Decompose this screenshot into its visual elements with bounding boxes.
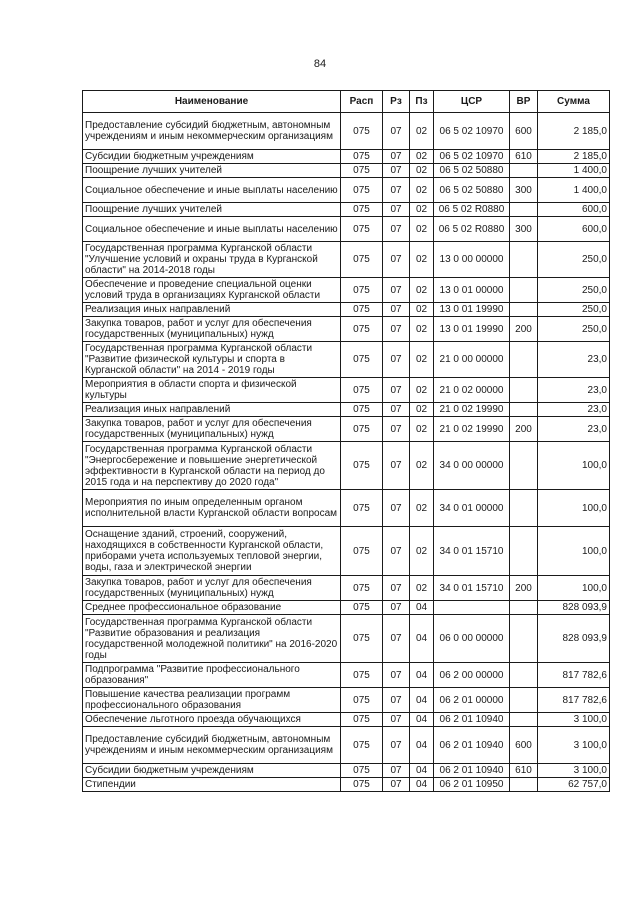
table-row — [83, 601, 610, 615]
row-pz-cell: 02 — [410, 403, 434, 417]
table-row — [83, 113, 610, 150]
row-rz-cell: 07 — [383, 150, 410, 164]
row-sum-cell: 100,0 — [538, 490, 610, 527]
row-name-cell: Субсидии бюджетным учреждениям — [83, 764, 341, 778]
row-sum-cell: 828 093,9 — [538, 615, 610, 663]
row-pz-cell: 02 — [410, 217, 434, 242]
row-vr-cell — [510, 442, 538, 490]
row-vr-cell — [510, 303, 538, 317]
row-vr-cell — [510, 203, 538, 217]
row-rz-cell: 07 — [383, 113, 410, 150]
row-csr-cell: 34 0 01 15710 — [434, 527, 510, 576]
row-rasp-cell: 075 — [341, 576, 383, 601]
table-row — [83, 764, 610, 778]
row-pz-cell: 04 — [410, 615, 434, 663]
row-name-cell: Закупка товаров, работ и услуг для обеспечения государственных (муниципальных) нужд — [83, 317, 341, 342]
row-vr-cell: 600 — [510, 727, 538, 764]
row-csr-cell: 06 5 02 50880 — [434, 164, 510, 178]
column-header-sum: Сумма — [538, 91, 610, 113]
row-rasp-cell: 075 — [341, 442, 383, 490]
row-vr-cell: 300 — [510, 178, 538, 203]
table-row — [83, 442, 610, 490]
row-rz-cell: 07 — [383, 164, 410, 178]
row-pz-cell: 02 — [410, 490, 434, 527]
row-name-cell: Предоставление субсидий бюджетным, автономным учреждениям и иным некоммерческим организациям — [83, 727, 341, 764]
row-name-cell: Субсидии бюджетным учреждениям — [83, 150, 341, 164]
row-name-cell: Среднее профессиональное образование — [83, 601, 341, 615]
row-vr-cell — [510, 615, 538, 663]
row-rz-cell: 07 — [383, 217, 410, 242]
row-rz-cell: 07 — [383, 317, 410, 342]
row-rz-cell: 07 — [383, 342, 410, 378]
row-rz-cell: 07 — [383, 778, 410, 792]
row-csr-cell — [434, 601, 510, 615]
column-header-pz: Пз — [410, 91, 434, 113]
row-sum-cell: 600,0 — [538, 217, 610, 242]
row-rz-cell: 07 — [383, 378, 410, 403]
row-rz-cell: 07 — [383, 178, 410, 203]
row-rasp-cell: 075 — [341, 490, 383, 527]
row-name-cell: Реализация иных направлений — [83, 403, 341, 417]
row-name-cell: Государственная программа Курганской области "Развитие образования и реализация государственной молодежной политики" на 2016-2020 годы — [83, 615, 341, 663]
row-rasp-cell: 075 — [341, 303, 383, 317]
row-rz-cell: 07 — [383, 576, 410, 601]
row-name-cell: Социальное обеспечение и иные выплаты населению — [83, 217, 341, 242]
table-row — [83, 242, 610, 278]
row-rasp-cell: 075 — [341, 601, 383, 615]
row-pz-cell: 02 — [410, 164, 434, 178]
row-rz-cell: 07 — [383, 727, 410, 764]
row-rz-cell: 07 — [383, 203, 410, 217]
row-vr-cell — [510, 713, 538, 727]
row-csr-cell: 06 5 02 10970 — [434, 150, 510, 164]
row-pz-cell: 04 — [410, 727, 434, 764]
row-pz-cell: 02 — [410, 113, 434, 150]
row-sum-cell: 23,0 — [538, 342, 610, 378]
row-vr-cell: 600 — [510, 113, 538, 150]
row-pz-cell: 02 — [410, 342, 434, 378]
row-rz-cell: 07 — [383, 713, 410, 727]
row-csr-cell: 06 5 02 R0880 — [434, 217, 510, 242]
row-vr-cell — [510, 688, 538, 713]
row-rasp-cell: 075 — [341, 378, 383, 403]
row-sum-cell: 250,0 — [538, 242, 610, 278]
row-name-cell: Закупка товаров, работ и услуг для обеспечения государственных (муниципальных) нужд — [83, 576, 341, 601]
row-csr-cell: 06 5 02 10970 — [434, 113, 510, 150]
row-name-cell: Закупка товаров, работ и услуг для обеспечения государственных (муниципальных) нужд — [83, 417, 341, 442]
row-sum-cell: 1 400,0 — [538, 164, 610, 178]
row-rasp-cell: 075 — [341, 342, 383, 378]
row-rasp-cell: 075 — [341, 317, 383, 342]
row-pz-cell: 04 — [410, 663, 434, 688]
row-rasp-cell: 075 — [341, 164, 383, 178]
table-row — [83, 713, 610, 727]
table-row — [83, 688, 610, 713]
table-row — [83, 576, 610, 601]
table-row — [83, 615, 610, 663]
row-rasp-cell: 075 — [341, 403, 383, 417]
row-sum-cell: 62 757,0 — [538, 778, 610, 792]
row-csr-cell: 06 2 01 10940 — [434, 713, 510, 727]
row-name-cell: Социальное обеспечение и иные выплаты населению — [83, 178, 341, 203]
row-vr-cell — [510, 527, 538, 576]
table-row — [83, 417, 610, 442]
row-csr-cell: 06 2 01 10940 — [434, 764, 510, 778]
row-rasp-cell: 075 — [341, 527, 383, 576]
row-sum-cell: 23,0 — [538, 417, 610, 442]
row-vr-cell: 200 — [510, 576, 538, 601]
row-sum-cell: 100,0 — [538, 527, 610, 576]
row-rz-cell: 07 — [383, 527, 410, 576]
table-row — [83, 278, 610, 303]
row-vr-cell — [510, 601, 538, 615]
row-vr-cell — [510, 342, 538, 378]
row-name-cell: Оснащение зданий, строений, сооружений, находящихся в собственности Курганской области, приборами учета используемых тепловой энергии, воды, газа и электрической энергии — [83, 527, 341, 576]
row-rasp-cell: 075 — [341, 727, 383, 764]
row-pz-cell: 02 — [410, 527, 434, 576]
row-vr-cell — [510, 778, 538, 792]
row-sum-cell: 3 100,0 — [538, 727, 610, 764]
row-csr-cell: 06 2 01 10940 — [434, 727, 510, 764]
row-pz-cell: 02 — [410, 242, 434, 278]
table-body — [83, 113, 610, 792]
row-name-cell: Обеспечение и проведение специальной оценки условий труда в организациях Курганской области — [83, 278, 341, 303]
row-rz-cell: 07 — [383, 242, 410, 278]
row-rasp-cell: 075 — [341, 178, 383, 203]
row-csr-cell: 06 5 02 50880 — [434, 178, 510, 203]
row-rasp-cell: 075 — [341, 688, 383, 713]
row-csr-cell: 13 0 00 00000 — [434, 242, 510, 278]
row-sum-cell: 2 185,0 — [538, 113, 610, 150]
row-vr-cell — [510, 663, 538, 688]
row-csr-cell: 21 0 02 19990 — [434, 403, 510, 417]
table-row — [83, 150, 610, 164]
row-sum-cell: 250,0 — [538, 278, 610, 303]
row-sum-cell: 100,0 — [538, 576, 610, 601]
row-sum-cell: 817 782,6 — [538, 688, 610, 713]
row-name-cell: Обеспечение льготного проезда обучающихся — [83, 713, 341, 727]
row-sum-cell: 3 100,0 — [538, 713, 610, 727]
row-rasp-cell: 075 — [341, 713, 383, 727]
row-rz-cell: 07 — [383, 278, 410, 303]
row-name-cell: Государственная программа Курганской области "Улучшение условий и охраны труда в Курганской области" на 2014-2018 годы — [83, 242, 341, 278]
row-vr-cell: 300 — [510, 217, 538, 242]
row-rasp-cell: 075 — [341, 663, 383, 688]
row-pz-cell: 02 — [410, 203, 434, 217]
row-sum-cell: 828 093,9 — [538, 601, 610, 615]
row-name-cell: Государственная программа Курганской области "Развитие физической культуры и спорта в Курганской области" на 2014 - 2019 годы — [83, 342, 341, 378]
row-csr-cell: 06 2 01 10950 — [434, 778, 510, 792]
row-vr-cell — [510, 403, 538, 417]
row-rasp-cell: 075 — [341, 217, 383, 242]
row-csr-cell: 34 0 00 00000 — [434, 442, 510, 490]
table-row — [83, 164, 610, 178]
row-rz-cell: 07 — [383, 417, 410, 442]
row-sum-cell: 2 185,0 — [538, 150, 610, 164]
row-rasp-cell: 075 — [341, 150, 383, 164]
row-pz-cell: 02 — [410, 278, 434, 303]
row-name-cell: Мероприятия в области спорта и физической культуры — [83, 378, 341, 403]
row-sum-cell: 100,0 — [538, 442, 610, 490]
row-vr-cell: 200 — [510, 417, 538, 442]
row-rz-cell: 07 — [383, 688, 410, 713]
row-pz-cell: 04 — [410, 601, 434, 615]
row-name-cell: Повышение качества реализации программ профессионального образования — [83, 688, 341, 713]
row-name-cell: Государственная программа Курганской области "Энергосбережение и повышение энергетической эффективности в Курганской области на период до 2015 года и на перспективу до 2020 года" — [83, 442, 341, 490]
table-row — [83, 342, 610, 378]
table-row — [83, 663, 610, 688]
row-rasp-cell: 075 — [341, 615, 383, 663]
row-name-cell: Реализация иных направлений — [83, 303, 341, 317]
row-pz-cell: 02 — [410, 417, 434, 442]
row-rz-cell: 07 — [383, 764, 410, 778]
row-name-cell: Поощрение лучших учителей — [83, 203, 341, 217]
column-header-rasp: Расп — [341, 91, 383, 113]
row-sum-cell: 3 100,0 — [538, 764, 610, 778]
row-pz-cell: 04 — [410, 688, 434, 713]
row-pz-cell: 02 — [410, 178, 434, 203]
row-rz-cell: 07 — [383, 490, 410, 527]
row-vr-cell: 200 — [510, 317, 538, 342]
row-rz-cell: 07 — [383, 615, 410, 663]
row-name-cell: Стипендии — [83, 778, 341, 792]
row-name-cell: Поощрение лучших учителей — [83, 164, 341, 178]
row-pz-cell: 02 — [410, 442, 434, 490]
row-vr-cell — [510, 242, 538, 278]
row-pz-cell: 02 — [410, 303, 434, 317]
row-csr-cell: 13 0 01 19990 — [434, 303, 510, 317]
row-rasp-cell: 075 — [341, 778, 383, 792]
row-rasp-cell: 075 — [341, 764, 383, 778]
row-pz-cell: 02 — [410, 576, 434, 601]
row-rz-cell: 07 — [383, 601, 410, 615]
row-sum-cell: 23,0 — [538, 403, 610, 417]
row-sum-cell: 1 400,0 — [538, 178, 610, 203]
row-pz-cell: 04 — [410, 778, 434, 792]
row-csr-cell: 34 0 01 15710 — [434, 576, 510, 601]
row-sum-cell: 250,0 — [538, 303, 610, 317]
row-sum-cell: 250,0 — [538, 317, 610, 342]
table-row — [83, 317, 610, 342]
table-row — [83, 378, 610, 403]
row-rz-cell: 07 — [383, 303, 410, 317]
budget-table — [82, 90, 610, 792]
row-rz-cell: 07 — [383, 403, 410, 417]
table-row — [83, 203, 610, 217]
column-header-name: Наименование — [83, 91, 341, 113]
row-vr-cell: 610 — [510, 150, 538, 164]
row-csr-cell: 06 2 00 00000 — [434, 663, 510, 688]
row-vr-cell — [510, 278, 538, 303]
row-pz-cell: 02 — [410, 150, 434, 164]
table-row — [83, 527, 610, 576]
row-csr-cell: 13 0 01 19990 — [434, 317, 510, 342]
row-rasp-cell: 075 — [341, 242, 383, 278]
row-pz-cell: 04 — [410, 764, 434, 778]
row-name-cell: Предоставление субсидий бюджетным, автономным учреждениям и иным некоммерческим организациям — [83, 113, 341, 150]
row-pz-cell: 02 — [410, 378, 434, 403]
row-csr-cell: 13 0 01 00000 — [434, 278, 510, 303]
table-row — [83, 217, 610, 242]
table-row — [83, 178, 610, 203]
row-sum-cell: 23,0 — [538, 378, 610, 403]
row-vr-cell: 610 — [510, 764, 538, 778]
page-number: 84 — [313, 58, 327, 70]
row-pz-cell: 02 — [410, 317, 434, 342]
row-vr-cell — [510, 378, 538, 403]
row-sum-cell: 817 782,6 — [538, 663, 610, 688]
row-rasp-cell: 075 — [341, 113, 383, 150]
row-csr-cell: 34 0 01 00000 — [434, 490, 510, 527]
row-rz-cell: 07 — [383, 442, 410, 490]
table-row — [83, 303, 610, 317]
row-csr-cell: 06 5 02 R0880 — [434, 203, 510, 217]
column-header-csr: ЦСР — [434, 91, 510, 113]
row-csr-cell: 06 0 00 00000 — [434, 615, 510, 663]
table-row — [83, 490, 610, 527]
column-header-rz: Рз — [383, 91, 410, 113]
table-header-row — [83, 91, 610, 113]
row-sum-cell: 600,0 — [538, 203, 610, 217]
table-row — [83, 778, 610, 792]
row-rasp-cell: 075 — [341, 417, 383, 442]
row-vr-cell — [510, 490, 538, 527]
row-name-cell: Подпрограмма "Развитие профессионального образования" — [83, 663, 341, 688]
row-pz-cell: 04 — [410, 713, 434, 727]
table-row — [83, 727, 610, 764]
row-csr-cell: 21 0 02 00000 — [434, 378, 510, 403]
row-csr-cell: 06 2 01 00000 — [434, 688, 510, 713]
row-vr-cell — [510, 164, 538, 178]
row-name-cell: Мероприятия по иным определенным органом исполнительной власти Курганской области вопросам — [83, 490, 341, 527]
column-header-vr: ВР — [510, 91, 538, 113]
row-rasp-cell: 075 — [341, 203, 383, 217]
table-row — [83, 403, 610, 417]
row-csr-cell: 21 0 00 00000 — [434, 342, 510, 378]
row-rz-cell: 07 — [383, 663, 410, 688]
row-csr-cell: 21 0 02 19990 — [434, 417, 510, 442]
row-rasp-cell: 075 — [341, 278, 383, 303]
